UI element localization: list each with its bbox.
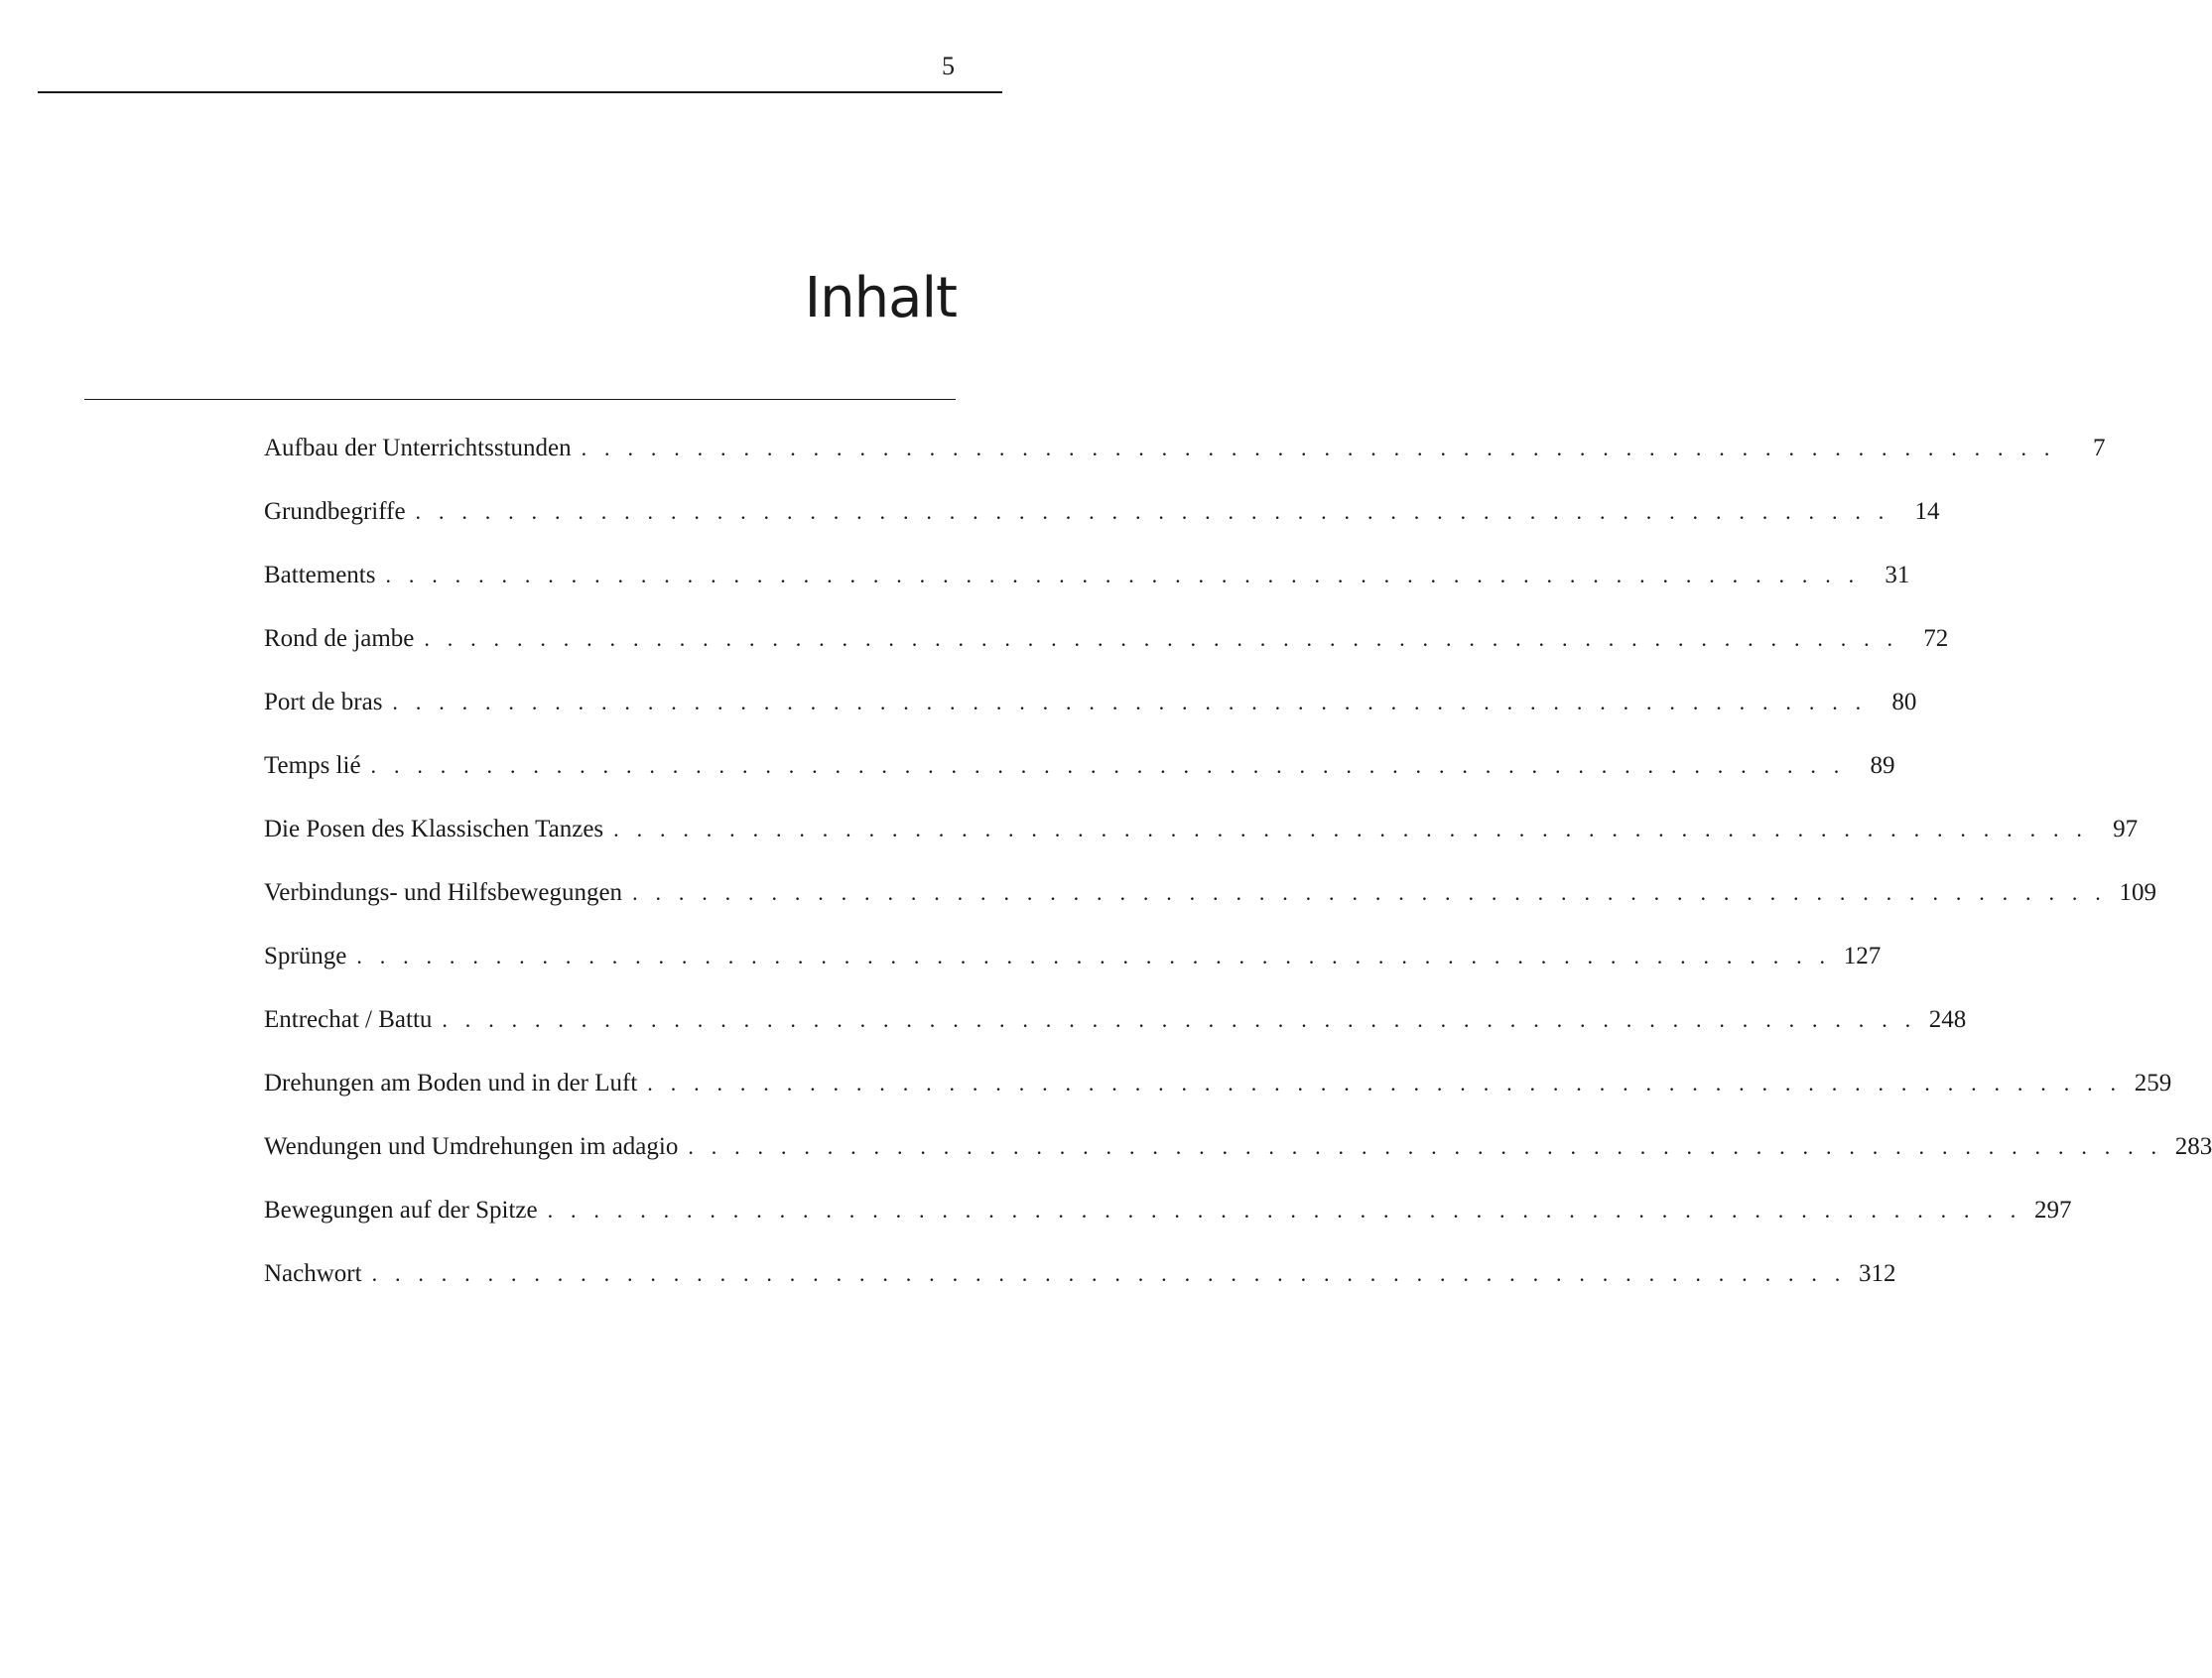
toc-entry-label: Verbindungs- und Hilfsbewegungen (264, 879, 623, 906)
toc-entry-page: 127 (1843, 943, 1882, 969)
toc-dot-leader: . . . . . . . . . . . . . . . . . . . . . . . . . . . . . . . . . . . . . . . . . . . . . . . . . . . . . . . . . . . . . . . . (688, 1134, 2163, 1159)
toc-dot-leader: . . . . . . . . . . . . . . . . . . . . . . . . . . . . . . . . . . . . . . . . . . . . . . . . . . . . . . . . . . . . . . . . (613, 817, 2089, 841)
toc-entry-page: 109 (2119, 879, 2156, 906)
toc-entry-page: 259 (2134, 1070, 2172, 1097)
toc-dot-leader: . . . . . . . . . . . . . . . . . . . . . . . . . . . . . . . . . . . . . . . . . . . . . . . . . . . . . . . . . . . . . . . . (415, 499, 1890, 524)
toc-entry-page: 31 (1885, 562, 1910, 588)
toc-dot-leader: . . . . . . . . . . . . . . . . . . . . . . . . . . . . . . . . . . . . . . . . . . . . . . . . . . . . . . . . . . . . . . . . (356, 944, 1832, 968)
toc-entry-page: 312 (1858, 1260, 1896, 1287)
toc-entry-label: Wendungen und Umdrehungen im adagio (264, 1133, 679, 1160)
toc-entry[interactable] (264, 544, 1910, 607)
toc-dot-leader: . . . . . . . . . . . . . . . . . . . . . . . . . . . . . . . . . . . . . . . . . . . . . . . . . . . . . . . . . . . . . . . . (371, 1261, 1847, 1286)
toc-entry-page: 72 (1923, 625, 1949, 652)
table-of-contents (264, 417, 2212, 1306)
toc-entry-label: Grundbegriffe (264, 498, 406, 525)
toc-entry[interactable] (264, 925, 1882, 988)
toc-entry[interactable] (264, 1052, 2172, 1115)
toc-entry-page: 80 (1891, 689, 1917, 715)
toc-entry-page: 89 (1870, 752, 1895, 779)
toc-entry-page: 248 (1928, 1006, 1967, 1033)
toc-dot-leader: . . . . . . . . . . . . . . . . . . . . . . . . . . . . . . . . . . . . . . . . . . . . . . . . . . . . . . . . . . . . . . . . (632, 880, 2107, 905)
toc-entry[interactable] (264, 1179, 2072, 1242)
toc-entry[interactable] (264, 1115, 2212, 1179)
toc-entry[interactable] (264, 734, 1895, 798)
toc-dot-leader: . . . . . . . . . . . . . . . . . . . . . . . . . . . . . . . . . . . . . . . . . . . . . . . . . . . . . . . . . . . . . . . . (647, 1071, 2123, 1096)
toc-entry-page: 297 (2034, 1197, 2072, 1224)
toc-entry[interactable] (264, 417, 2106, 480)
toc-entry-page: 7 (2093, 435, 2106, 461)
toc-entry-label: Rond de jambe (264, 625, 415, 652)
toc-dot-leader: . . . . . . . . . . . . . . . . . . . . . . . . . . . . . . . . . . . . . . . . . . . . . . . . . . . . . . . . . . . . . . . . (370, 753, 1846, 778)
toc-entry-label: Sprünge (264, 943, 347, 969)
toc-entry-label: Nachwort (264, 1260, 362, 1287)
toc-entry-label: Bewegungen auf der Spitze (264, 1197, 538, 1224)
toc-entry-page: 97 (2113, 816, 2139, 842)
toc-dot-leader: . . . . . . . . . . . . . . . . . . . . . . . . . . . . . . . . . . . . . . . . . . . . . . . . . . . . . . . . . . . . . . . . (424, 626, 1899, 651)
title-rule (84, 399, 956, 400)
page-number: 5 (942, 52, 955, 80)
toc-entry[interactable] (264, 607, 1949, 671)
toc-entry[interactable] (264, 861, 2156, 925)
toc-dot-leader: . . . . . . . . . . . . . . . . . . . . . . . . . . . . . . . . . . . . . . . . . . . . . . . . . . . . . . . . . . . . . . . . (392, 690, 1868, 714)
toc-entry-label: Aufbau der Unterrichtsstunden (264, 435, 572, 461)
toc-dot-leader: . . . . . . . . . . . . . . . . . . . . . . . . . . . . . . . . . . . . . . . . . . . . . . . . . . . . . . . . . . . . . . . . (442, 1007, 1917, 1032)
toc-dot-leader: . . . . . . . . . . . . . . . . . . . . . . . . . . . . . . . . . . . . . . . . . . . . . . . . . . . . . . . . . . . . . . . . (581, 436, 2056, 460)
toc-entry-label: Die Posen des Klassischen Tanzes (264, 816, 604, 842)
header-rule (38, 91, 1002, 93)
page-title: Inhalt (804, 266, 957, 330)
toc-entry[interactable] (264, 1242, 1896, 1306)
toc-entry-label: Port de bras (264, 689, 383, 715)
toc-entry-page: 283 (2174, 1133, 2212, 1160)
toc-entry-label: Entrechat / Battu (264, 1006, 433, 1033)
toc-entry-page: 14 (1914, 498, 1940, 525)
toc-dot-leader: . . . . . . . . . . . . . . . . . . . . . . . . . . . . . . . . . . . . . . . . . . . . . . . . . . . . . . . . . . . . . . . . (385, 563, 1861, 587)
toc-entry[interactable] (264, 480, 1940, 544)
toc-dot-leader: . . . . . . . . . . . . . . . . . . . . . . . . . . . . . . . . . . . . . . . . . . . . . . . . . . . . . . . . . . . . . . . . (547, 1198, 2022, 1223)
toc-entry-label: Battements (264, 562, 376, 588)
toc-entry-label: Drehungen am Boden und in der Luft (264, 1070, 638, 1097)
toc-entry-label: Temps lié (264, 752, 361, 779)
toc-entry[interactable] (264, 798, 2139, 861)
toc-entry[interactable] (264, 988, 1967, 1052)
toc-entry[interactable] (264, 671, 1917, 734)
